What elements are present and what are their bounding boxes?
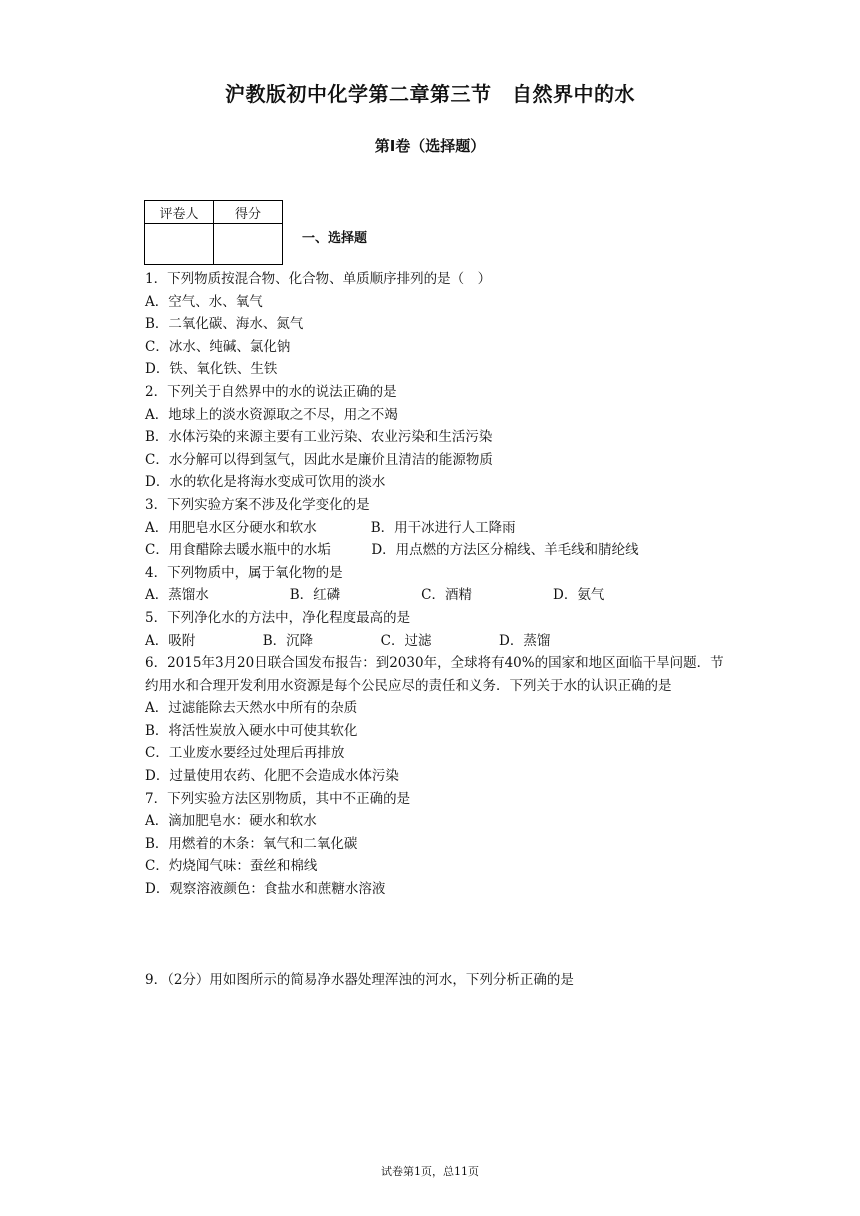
part-subtitle: 第Ⅰ卷（选择题） [374,137,486,155]
question-option: C．用食醋除去暖水瓶中的水垢 D．用点燃的方法区分棉线、羊毛线和腈纶线 [145,542,639,559]
question-stem: 4．下列物质中，属于氧化物的是 [145,564,343,581]
question-option: A．空气、水、氧气 [145,293,263,310]
question-stem: 2．下列关于自然界中的水的说法正确的是 [145,383,397,400]
question-stem: 7．下列实验方法区别物质，其中不正确的是 [145,790,411,807]
question-option: A．吸附 B．沉降 C．过滤 D．蒸馏 [145,632,551,649]
question-option: C．工业废水要经过处理后再排放 [145,745,345,762]
score-cell [214,224,283,265]
reviewer-label: 评卷人 [145,201,214,224]
score-label: 得分 [214,201,283,224]
document-title: 沪教版初中化学第二章第三节 自然界中的水 [225,82,635,106]
question-stem: 1．下列物质按混合物、化合物、单质顺序排列的是（ ） [145,271,492,287]
question-option: D．观察溶液颜色：食盐水和蔗糖水溶液 [145,881,386,898]
question-option: C．冰水、纯碱、氯化钠 [145,338,291,355]
page-footer: 试卷第1页，总11页 [381,1165,479,1178]
question-option: A．滴加肥皂水：硬水和软水 [145,813,317,830]
score-table [144,200,283,265]
question-option: A．过滤能除去天然水中所有的杂质 [145,700,358,717]
question-option: B．用燃着的木条：氧气和二氧化碳 [145,835,358,852]
question-list [145,268,725,901]
question-9-stem: 9．（2分）用如图所示的简易净水器处理浑浊的河水，下列分析正确的是 [145,972,574,988]
question-stem: 3．下列实验方案不涉及化学变化的是 [145,496,370,513]
question-stem: 5．下列净化水的方法中，净化程度最高的是 [145,609,411,626]
question-option: B．将活性炭放入硬水中可使其软化 [145,722,358,739]
question-option: D．铁、氧化铁、生铁 [145,361,278,378]
question-option: B．二氧化碳、海水、氮气 [145,316,304,333]
reviewer-cell [145,224,214,265]
question-option: B．水体污染的来源主要有工业污染、农业污染和生活污染 [145,429,493,446]
question-stem: 6．2015年3月20日联合国发布报告：到2030年，全球将有40%的国家和地区面临干旱问题．节约用水和合理开发利用水资源是每个公民应尽的责任和义务．下列关于水的认识正确的是 [145,655,724,694]
question-option: C．水分解可以得到氢气，因此水是廉价且清洁的能源物质 [145,451,493,468]
question-option: A．蒸馏水 B．红磷 C．酒精 D．氨气 [145,587,605,604]
question-option: A．地球上的淡水资源取之不尽，用之不竭 [145,406,398,423]
question-option: D．过量使用农药、化肥不会造成水体污染 [145,768,399,785]
section-heading: 一、选择题 [302,231,368,246]
question-option: A．用肥皂水区分硬水和软水 B．用干冰进行人工降雨 [145,519,516,536]
question-option: C．灼烧闻气味：蚕丝和棉线 [145,858,318,875]
question-option: D．水的软化是将海水变成可饮用的淡水 [145,474,386,491]
